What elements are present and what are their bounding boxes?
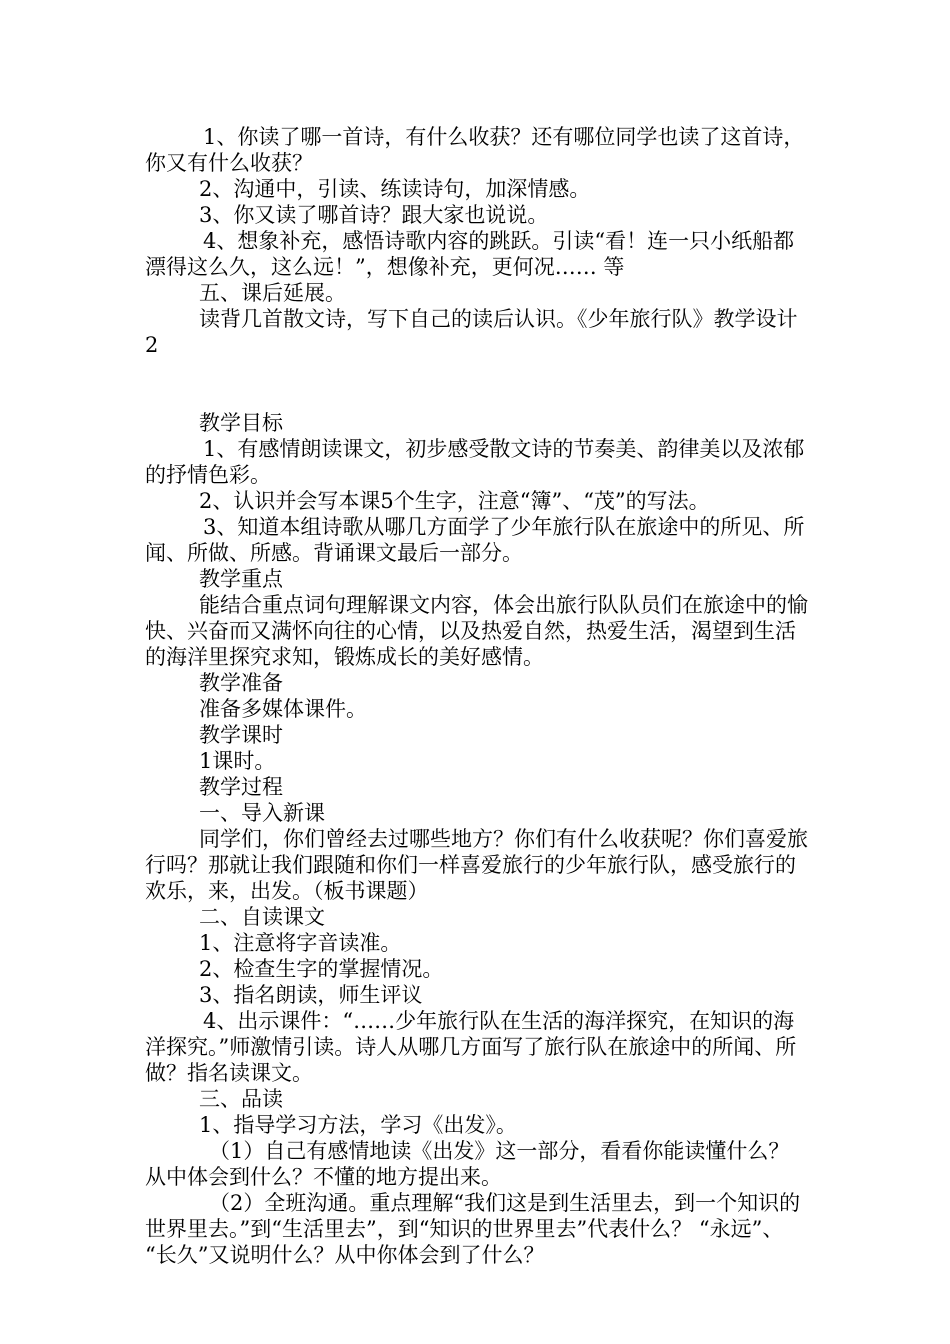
section-heading: 教学目标 <box>199 411 283 435</box>
paragraph: （2）全班沟通。重点理解“我们这是到生活里去，到一个知识的世界里去。”到“生活里去”，到“知识的世界里去”代表什么？ “永远”、 “长久”又说明什么？从中你体会到了什么？ <box>145 1191 801 1267</box>
paragraph: 4、想象补充，感悟诗歌内容的跳跃。引读“看！连一只小纸船都漂得这么久，这么远！”，想像补充，更何况…… 等 <box>145 229 795 279</box>
paragraph: 3、指名朗读，师生评议 <box>199 983 423 1007</box>
paragraph: 1课时。 <box>199 749 276 773</box>
paragraph: 1、你读了哪一首诗，有什么收获？还有哪位同学也读了这首诗，你又有什么收获？ <box>145 125 805 175</box>
paragraph: 1、注意将字音读准。 <box>199 931 402 955</box>
paragraph: 同学们，你们曾经去过哪些地方？你们有什么收获呢？你们喜爱旅行吗？那就让我们跟随和你们一样喜爱旅行的少年旅行队，感受旅行的欢乐，来，出发。（板书课题） <box>145 827 808 903</box>
paragraph: 2、认识并会写本课5个生字，注意“簿”、“茂”的写法。 <box>199 489 710 513</box>
section-heading: 教学重点 <box>199 567 283 591</box>
paragraph: 准备多媒体课件。 <box>199 697 367 721</box>
section-heading: 五、课后延展。 <box>199 281 346 305</box>
section-heading: 教学过程 <box>199 775 283 799</box>
paragraph: 能结合重点词句理解课文内容，体会出旅行队队员们在旅途中的愉快、兴奋而又满怀向往的心情，以及热爱自然，热爱生活，渴望到生活的海洋里探究求知，锻炼成长的美好感情。 <box>145 593 808 669</box>
paragraph: 4、出示课件：“……少年旅行队在生活的海洋探究，在知识的海洋探究。”师激情引读。诗人从哪几方面写了旅行队在旅途中的所闻、所做？指名读课文。 <box>145 1009 797 1085</box>
paragraph: 2、沟通中，引读、练读诗句，加深情感。 <box>199 177 591 201</box>
paragraph: 1、有感情朗读课文，初步感受散文诗的节奏美、韵律美以及浓郁的抒情色彩。 <box>145 437 805 487</box>
section-heading: 一、导入新课 <box>199 801 325 825</box>
paragraph: 3、你又读了哪首诗？跟大家也说说。 <box>199 203 549 227</box>
paragraph: 1、指导学习方法，学习《出发》。 <box>199 1113 517 1137</box>
blank-space <box>145 358 810 410</box>
section-heading: 教学准备 <box>199 671 283 695</box>
paragraph: 3、知道本组诗歌从哪几方面学了少年旅行队在旅途中的所见、所闻、所做、所感。背诵课文最后一部分。 <box>145 515 805 565</box>
document-body <box>145 124 810 1268</box>
paragraph: （1）自己有感情地读《出发》这一部分，看看你能读懂什么？从中体会到什么？不懂的地方提出来。 <box>145 1139 790 1189</box>
section-heading: 教学课时 <box>199 723 283 747</box>
section-heading: 二、自读课文 <box>199 905 325 929</box>
section-heading: 三、品读 <box>199 1087 283 1111</box>
paragraph: 读背几首散文诗，写下自己的读后认识。《少年旅行队》教学设计2 <box>145 307 798 357</box>
paragraph: 2、检查生字的掌握情况。 <box>199 957 444 981</box>
